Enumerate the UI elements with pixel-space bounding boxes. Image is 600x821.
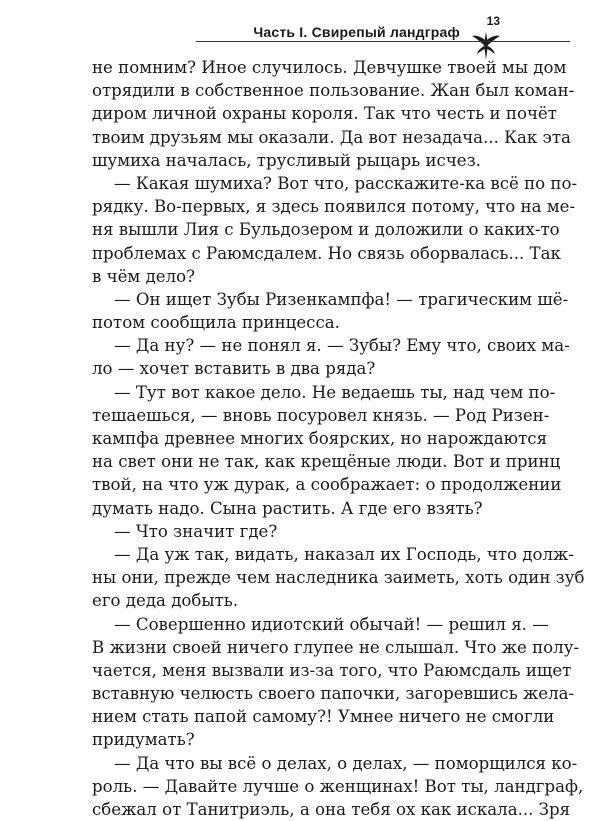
page-number: 13 <box>486 14 500 28</box>
running-head <box>90 14 510 44</box>
text-line: думать надо. Сына растить. А где его взять? <box>92 498 483 518</box>
text-line: — Да что вы всё о делах, о делах, — поморщился ко- <box>114 753 578 773</box>
running-title: Часть I. Свирепый ландграф <box>253 24 460 40</box>
text-line: — Он ищет Зубы Ризенкампфа! — трагическим шё- <box>114 289 569 309</box>
text-line: сбежал от Танитриэль, а она тебя ох как искала... Зря <box>92 800 571 819</box>
text-line: роль. — Давайте лучше о женщинах! Вот ты, ландграф, <box>92 776 584 796</box>
text-line: придумать? <box>92 730 195 750</box>
text-line: диром личной охраны короля. Так что честь и почёт <box>92 104 557 124</box>
text-line: ло — хочет вставить в два ряда? <box>92 359 376 379</box>
text-line: проблемах с Раюмсдалем. Но связь оборвалась... Так <box>92 243 561 263</box>
text-line: — Да ну? — не понял я. — Зубы? Ему что, своих ма- <box>114 336 570 356</box>
text-line: нием стать папой самому?! Умнее ничего не смогли <box>92 707 555 727</box>
text-line: шумиха началась, трусливый рыцарь исчез. <box>92 150 481 170</box>
text-line: твой, на что уж дурак, а соображает: о продолжении <box>92 475 562 495</box>
text-line: тешаешься, — вновь посуровел князь. — Род Ризен- <box>92 405 550 425</box>
text-line: потом сообщила принцесса. <box>92 313 340 333</box>
text-line: отрядили в собственное пользование. Жан был коман- <box>92 81 575 101</box>
text-line: вставную челюсть своего папочки, загоревшись жела- <box>92 684 575 704</box>
text-line: твоим друзьям мы оказали. Да вот незадача... Как эта <box>92 127 571 147</box>
text-line: рядку. Во-первых, я здесь появился потому, что на ме- <box>92 197 576 217</box>
text-line: — Тут вот какое дело. Не ведаешь ты, над чем по- <box>114 382 556 402</box>
text-line: ны они, прежде чем наследника заиметь, хоть один зуб <box>92 568 585 588</box>
text-line: В жизни своей ничего глупее не слышал. Что же полу- <box>92 637 580 657</box>
text-line: не помним? Иное случилось. Девчушке твоей мы дом <box>92 58 567 77</box>
text-line: — Совершенно идиотский обычай! — решил я. — <box>114 614 549 634</box>
body-text <box>92 56 585 821</box>
text-line: кампфа древнее многих боярских, но нарождаются <box>92 429 548 448</box>
header-rule <box>196 41 570 42</box>
text-line: — Какая шумиха? Вот что, расскажите-ка всё по по- <box>114 173 578 193</box>
text-line: его деда добыть. <box>92 591 239 611</box>
text-line: на свет они не так, как крещёные люди. Вот и принц <box>92 452 561 472</box>
text-line: — Что значит где? <box>114 521 278 541</box>
text-line: в чём дело? <box>92 266 196 286</box>
text-line: ня вышли Лия с Бульдозером и доложили о каких-то <box>92 220 560 240</box>
text-line: чается, меня вызвали из-за того, что Раюмсдаль ищет <box>92 660 572 680</box>
text-line: — Да уж так, видать, наказал их Господь, что долж- <box>114 544 574 564</box>
